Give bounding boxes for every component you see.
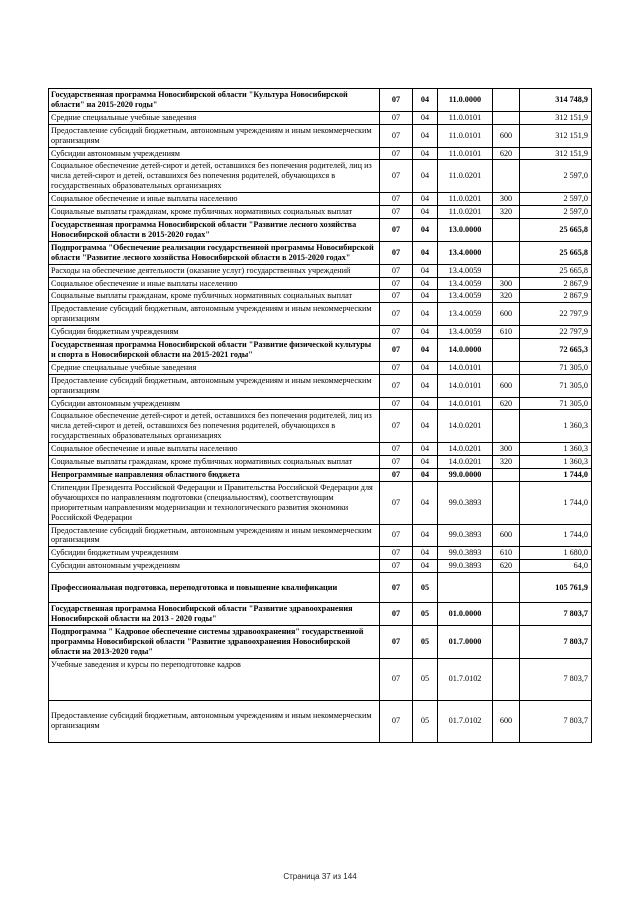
row-name-cell: Государственная программа Новосибирской области "Культура Новосибирской области" на 2015-2020 годы" <box>49 89 380 112</box>
row-name-cell: Учебные заведения и курсы по переподготовке кадров <box>49 658 380 700</box>
expense-type-code-cell: 600 <box>493 374 520 397</box>
amount-cell: 7 803,7 <box>520 700 592 742</box>
subsection-code-cell: 05 <box>413 625 438 658</box>
target-item-code-cell: 14.0.0101 <box>438 397 493 410</box>
row-name-cell: Субсидии бюджетным учреждениям <box>49 547 380 560</box>
expense-type-code-cell <box>493 625 520 658</box>
amount-cell: 25 665,8 <box>520 218 592 241</box>
subsection-code-cell: 05 <box>413 603 438 626</box>
target-item-code-cell: 13.4.0059 <box>438 264 493 277</box>
section-code-cell: 07 <box>380 573 413 603</box>
expense-type-code-cell: 300 <box>493 443 520 456</box>
expense-type-code-cell: 620 <box>493 397 520 410</box>
section-code-cell: 07 <box>380 397 413 410</box>
section-code-cell: 07 <box>380 658 413 700</box>
section-code-cell: 07 <box>380 124 413 147</box>
subsection-code-cell: 05 <box>413 573 438 603</box>
section-code-cell: 07 <box>380 524 413 547</box>
subsection-code-cell: 04 <box>413 469 438 482</box>
budget-table-body <box>49 89 592 743</box>
table-row <box>49 560 592 573</box>
section-code-cell: 07 <box>380 206 413 219</box>
target-item-code-cell: 13.4.0059 <box>438 277 493 290</box>
row-name-cell: Непрограммные направления областного бюджета <box>49 469 380 482</box>
table-row <box>49 469 592 482</box>
expense-type-code-cell: 300 <box>493 193 520 206</box>
amount-cell: 72 665,3 <box>520 339 592 362</box>
row-name-cell: Социальные выплаты гражданам, кроме публичных нормативных социальных выплат <box>49 456 380 469</box>
table-row <box>49 481 592 524</box>
section-code-cell: 07 <box>380 469 413 482</box>
target-item-code-cell: 11.0.0201 <box>438 160 493 193</box>
target-item-code-cell: 99.0.3893 <box>438 547 493 560</box>
expense-type-code-cell: 320 <box>493 206 520 219</box>
subsection-code-cell: 05 <box>413 700 438 742</box>
expense-type-code-cell: 320 <box>493 456 520 469</box>
target-item-code-cell: 01.7.0102 <box>438 658 493 700</box>
target-item-code-cell: 14.0.0101 <box>438 361 493 374</box>
subsection-code-cell: 04 <box>413 326 438 339</box>
table-row <box>49 410 592 443</box>
table-row <box>49 361 592 374</box>
section-code-cell: 07 <box>380 410 413 443</box>
target-item-code-cell: 99.0.0000 <box>438 469 493 482</box>
table-row <box>49 111 592 124</box>
expense-type-code-cell <box>493 111 520 124</box>
expense-type-code-cell: 610 <box>493 547 520 560</box>
row-name-cell: Социальное обеспечение и иные выплаты населению <box>49 193 380 206</box>
table-row <box>49 603 592 626</box>
subsection-code-cell: 04 <box>413 397 438 410</box>
subsection-code-cell: 04 <box>413 218 438 241</box>
subsection-code-cell: 04 <box>413 443 438 456</box>
table-row <box>49 397 592 410</box>
table-row <box>49 264 592 277</box>
amount-cell: 1 744,0 <box>520 469 592 482</box>
target-item-code-cell: 11.0.0101 <box>438 147 493 160</box>
section-code-cell: 07 <box>380 547 413 560</box>
amount-cell: 312 151,9 <box>520 147 592 160</box>
table-row <box>49 193 592 206</box>
page-number-label: Страница 37 из 144 <box>283 872 357 881</box>
subsection-code-cell: 04 <box>413 111 438 124</box>
row-name-cell: Предоставление субсидий бюджетным, автономным учреждениям и иным некоммерческим организациям <box>49 524 380 547</box>
section-code-cell: 07 <box>380 277 413 290</box>
table-row <box>49 524 592 547</box>
target-item-code-cell: 11.0.0201 <box>438 206 493 219</box>
subsection-code-cell: 04 <box>413 339 438 362</box>
table-row <box>49 218 592 241</box>
table-row <box>49 160 592 193</box>
section-code-cell: 07 <box>380 700 413 742</box>
row-name-cell: Государственная программа Новосибирской области "Развитие здравоохранения Новосибирской области на 2013 - 2020 годы" <box>49 603 380 626</box>
row-name-cell: Социальные выплаты гражданам, кроме публичных нормативных социальных выплат <box>49 290 380 303</box>
amount-cell: 7 803,7 <box>520 603 592 626</box>
row-name-cell: Средние специальные учебные заведения <box>49 111 380 124</box>
section-code-cell: 07 <box>380 111 413 124</box>
row-name-cell: Подпрограмма "Обеспечение реализации государственной программы Новосибирской области "Развитие лесного хозяйства Новосибирской области в 2015-2020 годах" <box>49 241 380 264</box>
amount-cell: 71 305,0 <box>520 374 592 397</box>
target-item-code-cell: 01.0.0000 <box>438 603 493 626</box>
amount-cell: 2 597,0 <box>520 206 592 219</box>
expense-type-code-cell <box>493 264 520 277</box>
amount-cell: 2 867,9 <box>520 277 592 290</box>
row-name-cell: Субсидии автономным учреждениям <box>49 560 380 573</box>
expense-type-code-cell: 600 <box>493 700 520 742</box>
subsection-code-cell: 04 <box>413 303 438 326</box>
target-item-code-cell: 14.0.0201 <box>438 456 493 469</box>
amount-cell: 25 665,8 <box>520 241 592 264</box>
row-name-cell: Социальное обеспечение детей-сирот и детей, оставшихся без попечения родителей, лиц из числа детей-сирот и детей, оставшихся без попечения родителей, обучающихся в государственных образовательных организациях <box>49 410 380 443</box>
section-code-cell: 07 <box>380 264 413 277</box>
table-row <box>49 374 592 397</box>
amount-cell: 71 305,0 <box>520 361 592 374</box>
table-row <box>49 456 592 469</box>
row-name-cell: Субсидии бюджетным учреждениям <box>49 326 380 339</box>
table-row <box>49 700 592 742</box>
subsection-code-cell: 05 <box>413 658 438 700</box>
table-row <box>49 303 592 326</box>
expense-type-code-cell <box>493 658 520 700</box>
subsection-code-cell: 04 <box>413 160 438 193</box>
amount-cell: 25 665,8 <box>520 264 592 277</box>
amount-cell: 1 360,3 <box>520 410 592 443</box>
amount-cell: 22 797,9 <box>520 326 592 339</box>
expense-type-code-cell: 600 <box>493 303 520 326</box>
subsection-code-cell: 04 <box>413 547 438 560</box>
subsection-code-cell: 04 <box>413 241 438 264</box>
amount-cell: 64,0 <box>520 560 592 573</box>
subsection-code-cell: 04 <box>413 456 438 469</box>
row-name-cell: Стипендии Президента Российской Федерации и Правительства Российской Федерации для обучающихся по направлениям подготовки (специальностям), соответствующим приоритетным направлениям модернизации и технологического развития экономики Российской Федерации <box>49 481 380 524</box>
row-name-cell: Предоставление субсидий бюджетным, автономным учреждениям и иным некоммерческим организациям <box>49 124 380 147</box>
amount-cell: 312 151,9 <box>520 111 592 124</box>
table-row <box>49 658 592 700</box>
row-name-cell: Субсидии автономным учреждениям <box>49 147 380 160</box>
subsection-code-cell: 04 <box>413 89 438 112</box>
amount-cell: 2 597,0 <box>520 160 592 193</box>
subsection-code-cell: 04 <box>413 410 438 443</box>
section-code-cell: 07 <box>380 625 413 658</box>
target-item-code-cell: 14.0.0201 <box>438 443 493 456</box>
amount-cell: 7 803,7 <box>520 658 592 700</box>
section-code-cell: 07 <box>380 339 413 362</box>
expense-type-code-cell <box>493 361 520 374</box>
table-row <box>49 443 592 456</box>
target-item-code-cell: 99.0.3893 <box>438 524 493 547</box>
row-name-cell: Государственная программа Новосибирской области "Развитие физической культуры и спорта в Новосибирской области на 2015-2021 годы" <box>49 339 380 362</box>
expense-type-code-cell <box>493 410 520 443</box>
section-code-cell: 07 <box>380 241 413 264</box>
subsection-code-cell: 04 <box>413 560 438 573</box>
section-code-cell: 07 <box>380 218 413 241</box>
expense-type-code-cell: 300 <box>493 277 520 290</box>
section-code-cell: 07 <box>380 443 413 456</box>
section-code-cell: 07 <box>380 160 413 193</box>
expense-type-code-cell: 620 <box>493 560 520 573</box>
amount-cell: 1 744,0 <box>520 524 592 547</box>
amount-cell: 7 803,7 <box>520 625 592 658</box>
section-code-cell: 07 <box>380 603 413 626</box>
section-code-cell: 07 <box>380 147 413 160</box>
target-item-code-cell: 11.0.0000 <box>438 89 493 112</box>
row-name-cell: Социальные выплаты гражданам, кроме публичных нормативных социальных выплат <box>49 206 380 219</box>
target-item-code-cell <box>438 573 493 603</box>
amount-cell: 1 680,0 <box>520 547 592 560</box>
target-item-code-cell: 13.4.0000 <box>438 241 493 264</box>
row-name-cell: Подпрограмма " Кадровое обеспечение системы здравоохранения" государственной программы Новосибирской области "Развитие здравоохранения Новосибирской области на 2013-2020 годы" <box>49 625 380 658</box>
subsection-code-cell: 04 <box>413 361 438 374</box>
expense-type-code-cell <box>493 218 520 241</box>
table-row <box>49 290 592 303</box>
expense-type-code-cell <box>493 481 520 524</box>
row-name-cell: Социальное обеспечение и иные выплаты населению <box>49 443 380 456</box>
row-name-cell: Государственная программа Новосибирской области "Развитие лесного хозяйства Новосибирской области в 2015-2020 годах" <box>49 218 380 241</box>
expense-type-code-cell <box>493 573 520 603</box>
amount-cell: 22 797,9 <box>520 303 592 326</box>
subsection-code-cell: 04 <box>413 524 438 547</box>
target-item-code-cell: 14.0.0000 <box>438 339 493 362</box>
target-item-code-cell: 99.0.3893 <box>438 481 493 524</box>
subsection-code-cell: 04 <box>413 290 438 303</box>
row-name-cell: Расходы на обеспечение деятельности (оказание услуг) государственных учреждений <box>49 264 380 277</box>
target-item-code-cell: 01.7.0000 <box>438 625 493 658</box>
section-code-cell: 07 <box>380 361 413 374</box>
target-item-code-cell: 99.0.3893 <box>438 560 493 573</box>
target-item-code-cell: 13.4.0059 <box>438 326 493 339</box>
row-name-cell: Предоставление субсидий бюджетным, автономным учреждениям и иным некоммерческим организациям <box>49 374 380 397</box>
section-code-cell: 07 <box>380 290 413 303</box>
expense-type-code-cell: 600 <box>493 524 520 547</box>
target-item-code-cell: 11.0.0101 <box>438 124 493 147</box>
subsection-code-cell: 04 <box>413 206 438 219</box>
section-code-cell: 07 <box>380 326 413 339</box>
amount-cell: 71 305,0 <box>520 397 592 410</box>
section-code-cell: 07 <box>380 89 413 112</box>
target-item-code-cell: 13.0.0000 <box>438 218 493 241</box>
amount-cell: 2 867,9 <box>520 290 592 303</box>
target-item-code-cell: 14.0.0201 <box>438 410 493 443</box>
table-row <box>49 625 592 658</box>
subsection-code-cell: 04 <box>413 481 438 524</box>
target-item-code-cell: 11.0.0101 <box>438 111 493 124</box>
row-name-cell: Предоставление субсидий бюджетным, автономным учреждениям и иным некоммерческим организациям <box>49 700 380 742</box>
amount-cell: 105 761,9 <box>520 573 592 603</box>
row-name-cell: Профессиональная подготовка, переподготовка и повышение квалификации <box>49 573 380 603</box>
table-row <box>49 124 592 147</box>
target-item-code-cell: 13.4.0059 <box>438 303 493 326</box>
amount-cell: 2 597,0 <box>520 193 592 206</box>
subsection-code-cell: 04 <box>413 264 438 277</box>
expense-type-code-cell <box>493 160 520 193</box>
expense-type-code-cell: 620 <box>493 147 520 160</box>
subsection-code-cell: 04 <box>413 277 438 290</box>
section-code-cell: 07 <box>380 303 413 326</box>
row-name-cell: Социальное обеспечение и иные выплаты населению <box>49 277 380 290</box>
section-code-cell: 07 <box>380 456 413 469</box>
amount-cell: 312 151,9 <box>520 124 592 147</box>
expense-type-code-cell <box>493 339 520 362</box>
table-row <box>49 89 592 112</box>
expense-type-code-cell: 600 <box>493 124 520 147</box>
table-row <box>49 573 592 603</box>
subsection-code-cell: 04 <box>413 124 438 147</box>
amount-cell: 1 360,3 <box>520 443 592 456</box>
row-name-cell: Предоставление субсидий бюджетным, автономным учреждениям и иным некоммерческим организациям <box>49 303 380 326</box>
expense-type-code-cell <box>493 603 520 626</box>
row-name-cell: Социальное обеспечение детей-сирот и детей, оставшихся без попечения родителей, лиц из числа детей-сирот и детей, оставшихся без попечения родителей, обучающихся в государственных образовательных организациях <box>49 160 380 193</box>
table-row <box>49 326 592 339</box>
section-code-cell: 07 <box>380 560 413 573</box>
section-code-cell: 07 <box>380 193 413 206</box>
amount-cell: 1 360,3 <box>520 456 592 469</box>
amount-cell: 314 748,9 <box>520 89 592 112</box>
table-row <box>49 277 592 290</box>
expense-type-code-cell <box>493 241 520 264</box>
table-row <box>49 339 592 362</box>
expense-type-code-cell <box>493 89 520 112</box>
row-name-cell: Субсидии автономным учреждениям <box>49 397 380 410</box>
table-row <box>49 206 592 219</box>
expense-type-code-cell: 320 <box>493 290 520 303</box>
target-item-code-cell: 14.0.0101 <box>438 374 493 397</box>
table-row <box>49 241 592 264</box>
target-item-code-cell: 11.0.0201 <box>438 193 493 206</box>
target-item-code-cell: 13.4.0059 <box>438 290 493 303</box>
subsection-code-cell: 04 <box>413 147 438 160</box>
subsection-code-cell: 04 <box>413 193 438 206</box>
subsection-code-cell: 04 <box>413 374 438 397</box>
section-code-cell: 07 <box>380 374 413 397</box>
amount-cell: 1 744,0 <box>520 481 592 524</box>
expense-type-code-cell <box>493 469 520 482</box>
expense-type-code-cell: 610 <box>493 326 520 339</box>
page-footer <box>0 872 640 881</box>
target-item-code-cell: 01.7.0102 <box>438 700 493 742</box>
table-row <box>49 547 592 560</box>
row-name-cell: Средние специальные учебные заведения <box>49 361 380 374</box>
section-code-cell: 07 <box>380 481 413 524</box>
budget-table <box>48 88 592 743</box>
table-row <box>49 147 592 160</box>
